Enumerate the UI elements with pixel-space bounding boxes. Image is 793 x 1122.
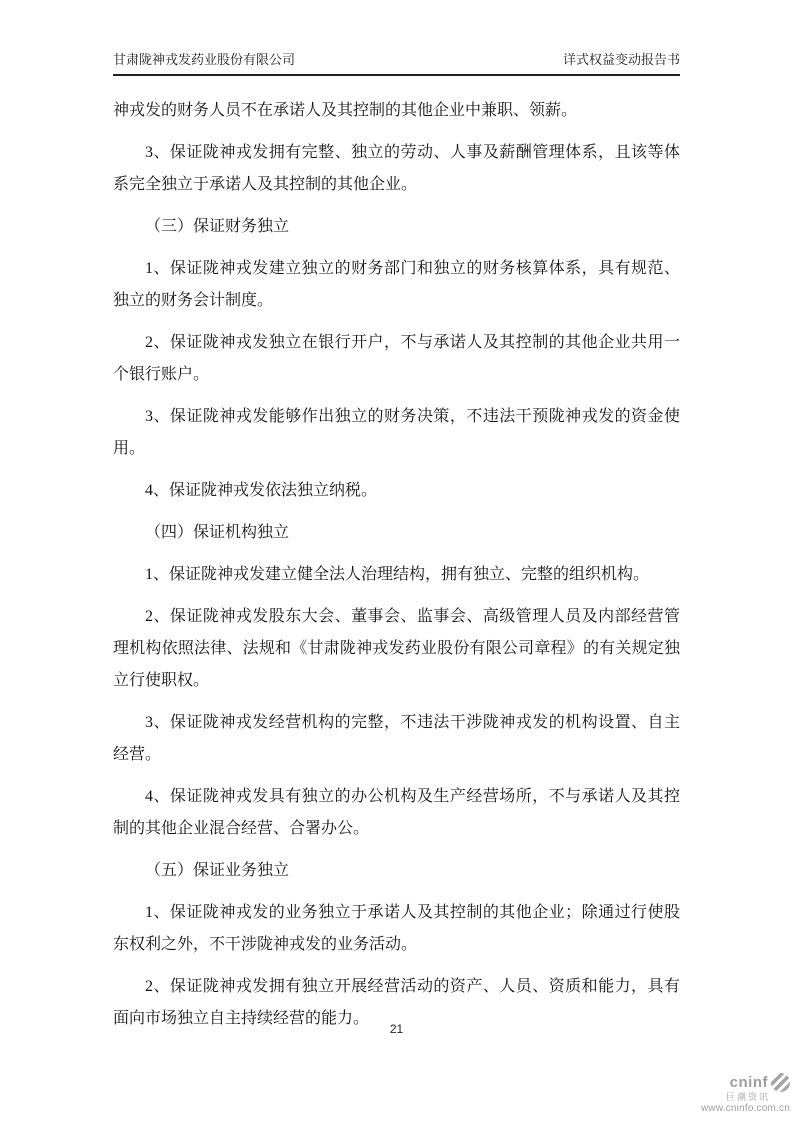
header-doc-title: 详式权益变动报告书 [562, 52, 680, 67]
cninfo-brand-text: cninf [729, 1073, 768, 1091]
paragraph: 2、保证陇神戎发股东大会、董事会、监事会、高级管理人员及内部经营管理机构依照法律、法规和《甘肃陇神戎发药业股份有限公司章程》的有关规定独立行使职权。 [113, 608, 680, 689]
paragraph: 4、保证陇神戎发依法独立纳税。 [145, 482, 378, 499]
page-header [113, 52, 680, 68]
paragraph: 1、保证陇神戎发的业务独立于承诺人及其控制的其他企业；除通过行使股东权利之外，不干涉陇神戎发的业务活动。 [113, 904, 680, 953]
paragraph: （四）保证机构独立 [145, 524, 290, 541]
page-number: 21 [389, 1022, 404, 1036]
paragraph: （三）保证财务独立 [145, 218, 290, 235]
paragraph: （五）保证业务独立 [145, 862, 290, 879]
paragraph: 3、保证陇神戎发能够作出独立的财务决策，不违法干预陇神戎发的资金使用。 [113, 408, 680, 457]
cninfo-logo [701, 1073, 790, 1115]
cninfo-swirl-icon [771, 1073, 790, 1092]
paragraph: 1、保证陇神戎发建立健全法人治理结构，拥有独立、完整的组织机构。 [145, 566, 650, 583]
paragraph: 神戎发的财务人员不在承诺人及其控制的其他企业中兼职、领薪。 [113, 102, 578, 119]
header-divider [113, 74, 680, 76]
paragraph: 4、保证陇神戎发具有独立的办公机构及生产经营场所，不与承诺人及其控制的其他企业混合经营、合署办公。 [113, 788, 680, 837]
cninfo-chinese-name: 巨潮资讯 [725, 1092, 770, 1102]
paragraph: 2、保证陇神戎发独立在银行开户，不与承诺人及其控制的其他企业共用一个银行账户。 [113, 334, 680, 383]
paragraph: 1、保证陇神戎发建立独立的财务部门和独立的财务核算体系，具有规范、独立的财务会计制度。 [113, 260, 680, 309]
paragraph: 3、保证陇神戎发拥有完整、独立的劳动、人事及薪酬管理体系，且该等体系完全独立于承诺人及其控制的其他企业。 [113, 144, 680, 193]
paragraph: 2、保证陇神戎发拥有独立开展经营活动的资产、人员、资质和能力，具有面向市场独立自主持续经营的能力。 [113, 978, 680, 1027]
paragraph: 3、保证陇神戎发经营机构的完整，不违法干涉陇神戎发的机构设置、自主经营。 [113, 714, 680, 763]
cninfo-url: www.cninfo.com.cn [701, 1103, 790, 1114]
cninfo-logo-top-row [701, 1073, 790, 1092]
header-company-name: 甘肃陇神戎发药业股份有限公司 [113, 52, 296, 67]
document-body [113, 95, 680, 1045]
